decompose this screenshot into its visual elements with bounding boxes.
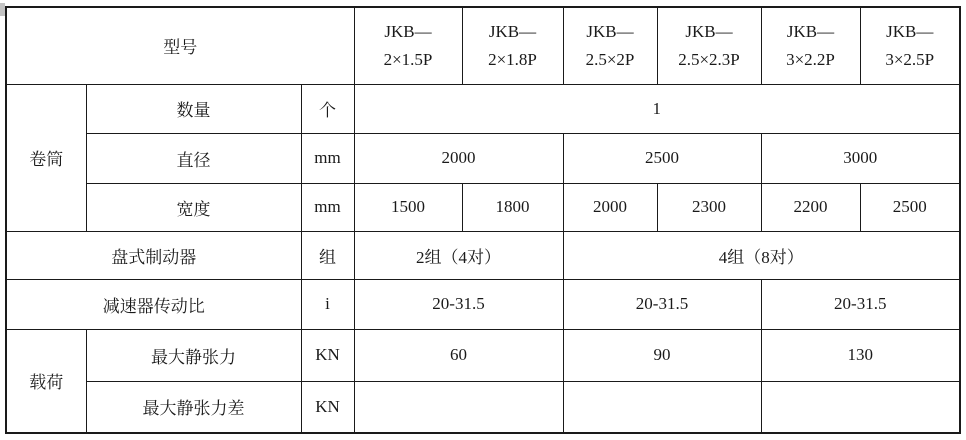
value-max-tension-3: 130 bbox=[761, 329, 960, 381]
row-label-diameter: 直径 bbox=[86, 133, 301, 183]
model-size: 2.5×2.3P bbox=[678, 49, 740, 69]
model-size: 2.5×2P bbox=[585, 49, 635, 69]
value-width-3: 2000 bbox=[563, 183, 657, 231]
table-row-models bbox=[6, 7, 960, 84]
unit-brake: 组 bbox=[301, 231, 354, 279]
group-label-drum: 卷筒 bbox=[6, 84, 86, 231]
value-width-5: 2200 bbox=[761, 183, 860, 231]
model-cell-1 bbox=[354, 7, 462, 84]
table-row-ratio bbox=[6, 279, 960, 329]
unit-ratio: i bbox=[301, 279, 354, 329]
model-prefix: JKB— bbox=[384, 21, 432, 41]
value-diameter-3: 3000 bbox=[761, 133, 960, 183]
unit-quantity: 个 bbox=[301, 84, 354, 133]
value-max-tension-2: 90 bbox=[563, 329, 761, 381]
model-cell-2 bbox=[462, 7, 563, 84]
spec-table bbox=[5, 6, 961, 434]
model-cell-3 bbox=[563, 7, 657, 84]
value-max-tension-diff-3 bbox=[761, 381, 960, 433]
value-brake-right: 4组（8对） bbox=[563, 231, 960, 279]
table-row-max-tension-diff bbox=[6, 381, 960, 433]
group-label-load: 载荷 bbox=[6, 329, 86, 433]
model-cell-5 bbox=[761, 7, 860, 84]
model-size: 3×2.5P bbox=[885, 49, 935, 69]
row-label-brake: 盘式制动器 bbox=[6, 231, 301, 279]
value-width-6: 2500 bbox=[860, 183, 960, 231]
row-label-max-tension: 最大静张力 bbox=[86, 329, 301, 381]
unit-max-tension-diff: KN bbox=[301, 381, 354, 433]
model-size: 3×2.2P bbox=[786, 49, 835, 69]
row-label-quantity: 数量 bbox=[86, 84, 301, 133]
model-prefix: JKB— bbox=[586, 21, 634, 41]
value-diameter-1: 2000 bbox=[354, 133, 563, 183]
table-row-brake bbox=[6, 231, 960, 279]
model-prefix: JKB— bbox=[685, 21, 733, 41]
unit-max-tension: KN bbox=[301, 329, 354, 381]
value-brake-left: 2组（4对） bbox=[354, 231, 563, 279]
row-label-width: 宽度 bbox=[86, 183, 301, 231]
model-header-label: 型号 bbox=[6, 7, 354, 84]
value-ratio-1: 20-31.5 bbox=[354, 279, 563, 329]
value-diameter-2: 2500 bbox=[563, 133, 761, 183]
row-label-ratio: 减速器传动比 bbox=[6, 279, 301, 329]
model-cell-6 bbox=[860, 7, 960, 84]
table-row-max-tension bbox=[6, 329, 960, 381]
value-max-tension-diff-1 bbox=[354, 381, 563, 433]
unit-diameter: mm bbox=[301, 133, 354, 183]
model-prefix: JKB— bbox=[886, 21, 934, 41]
value-max-tension-diff-2 bbox=[563, 381, 761, 433]
value-ratio-3: 20-31.5 bbox=[761, 279, 960, 329]
model-cell-4 bbox=[657, 7, 761, 84]
table-row-diameter bbox=[6, 133, 960, 183]
table-row-quantity bbox=[6, 84, 960, 133]
model-prefix: JKB— bbox=[786, 21, 835, 41]
model-size: 2×1.8P bbox=[488, 49, 537, 69]
value-ratio-2: 20-31.5 bbox=[563, 279, 761, 329]
value-max-tension-1: 60 bbox=[354, 329, 563, 381]
model-size: 2×1.5P bbox=[383, 49, 433, 69]
value-width-4: 2300 bbox=[657, 183, 761, 231]
value-quantity: 1 bbox=[354, 84, 960, 133]
value-width-1: 1500 bbox=[354, 183, 462, 231]
table-row-width bbox=[6, 183, 960, 231]
value-width-2: 1800 bbox=[462, 183, 563, 231]
model-prefix: JKB— bbox=[488, 21, 537, 41]
row-label-max-tension-diff: 最大静张力差 bbox=[86, 381, 301, 433]
unit-width: mm bbox=[301, 183, 354, 231]
